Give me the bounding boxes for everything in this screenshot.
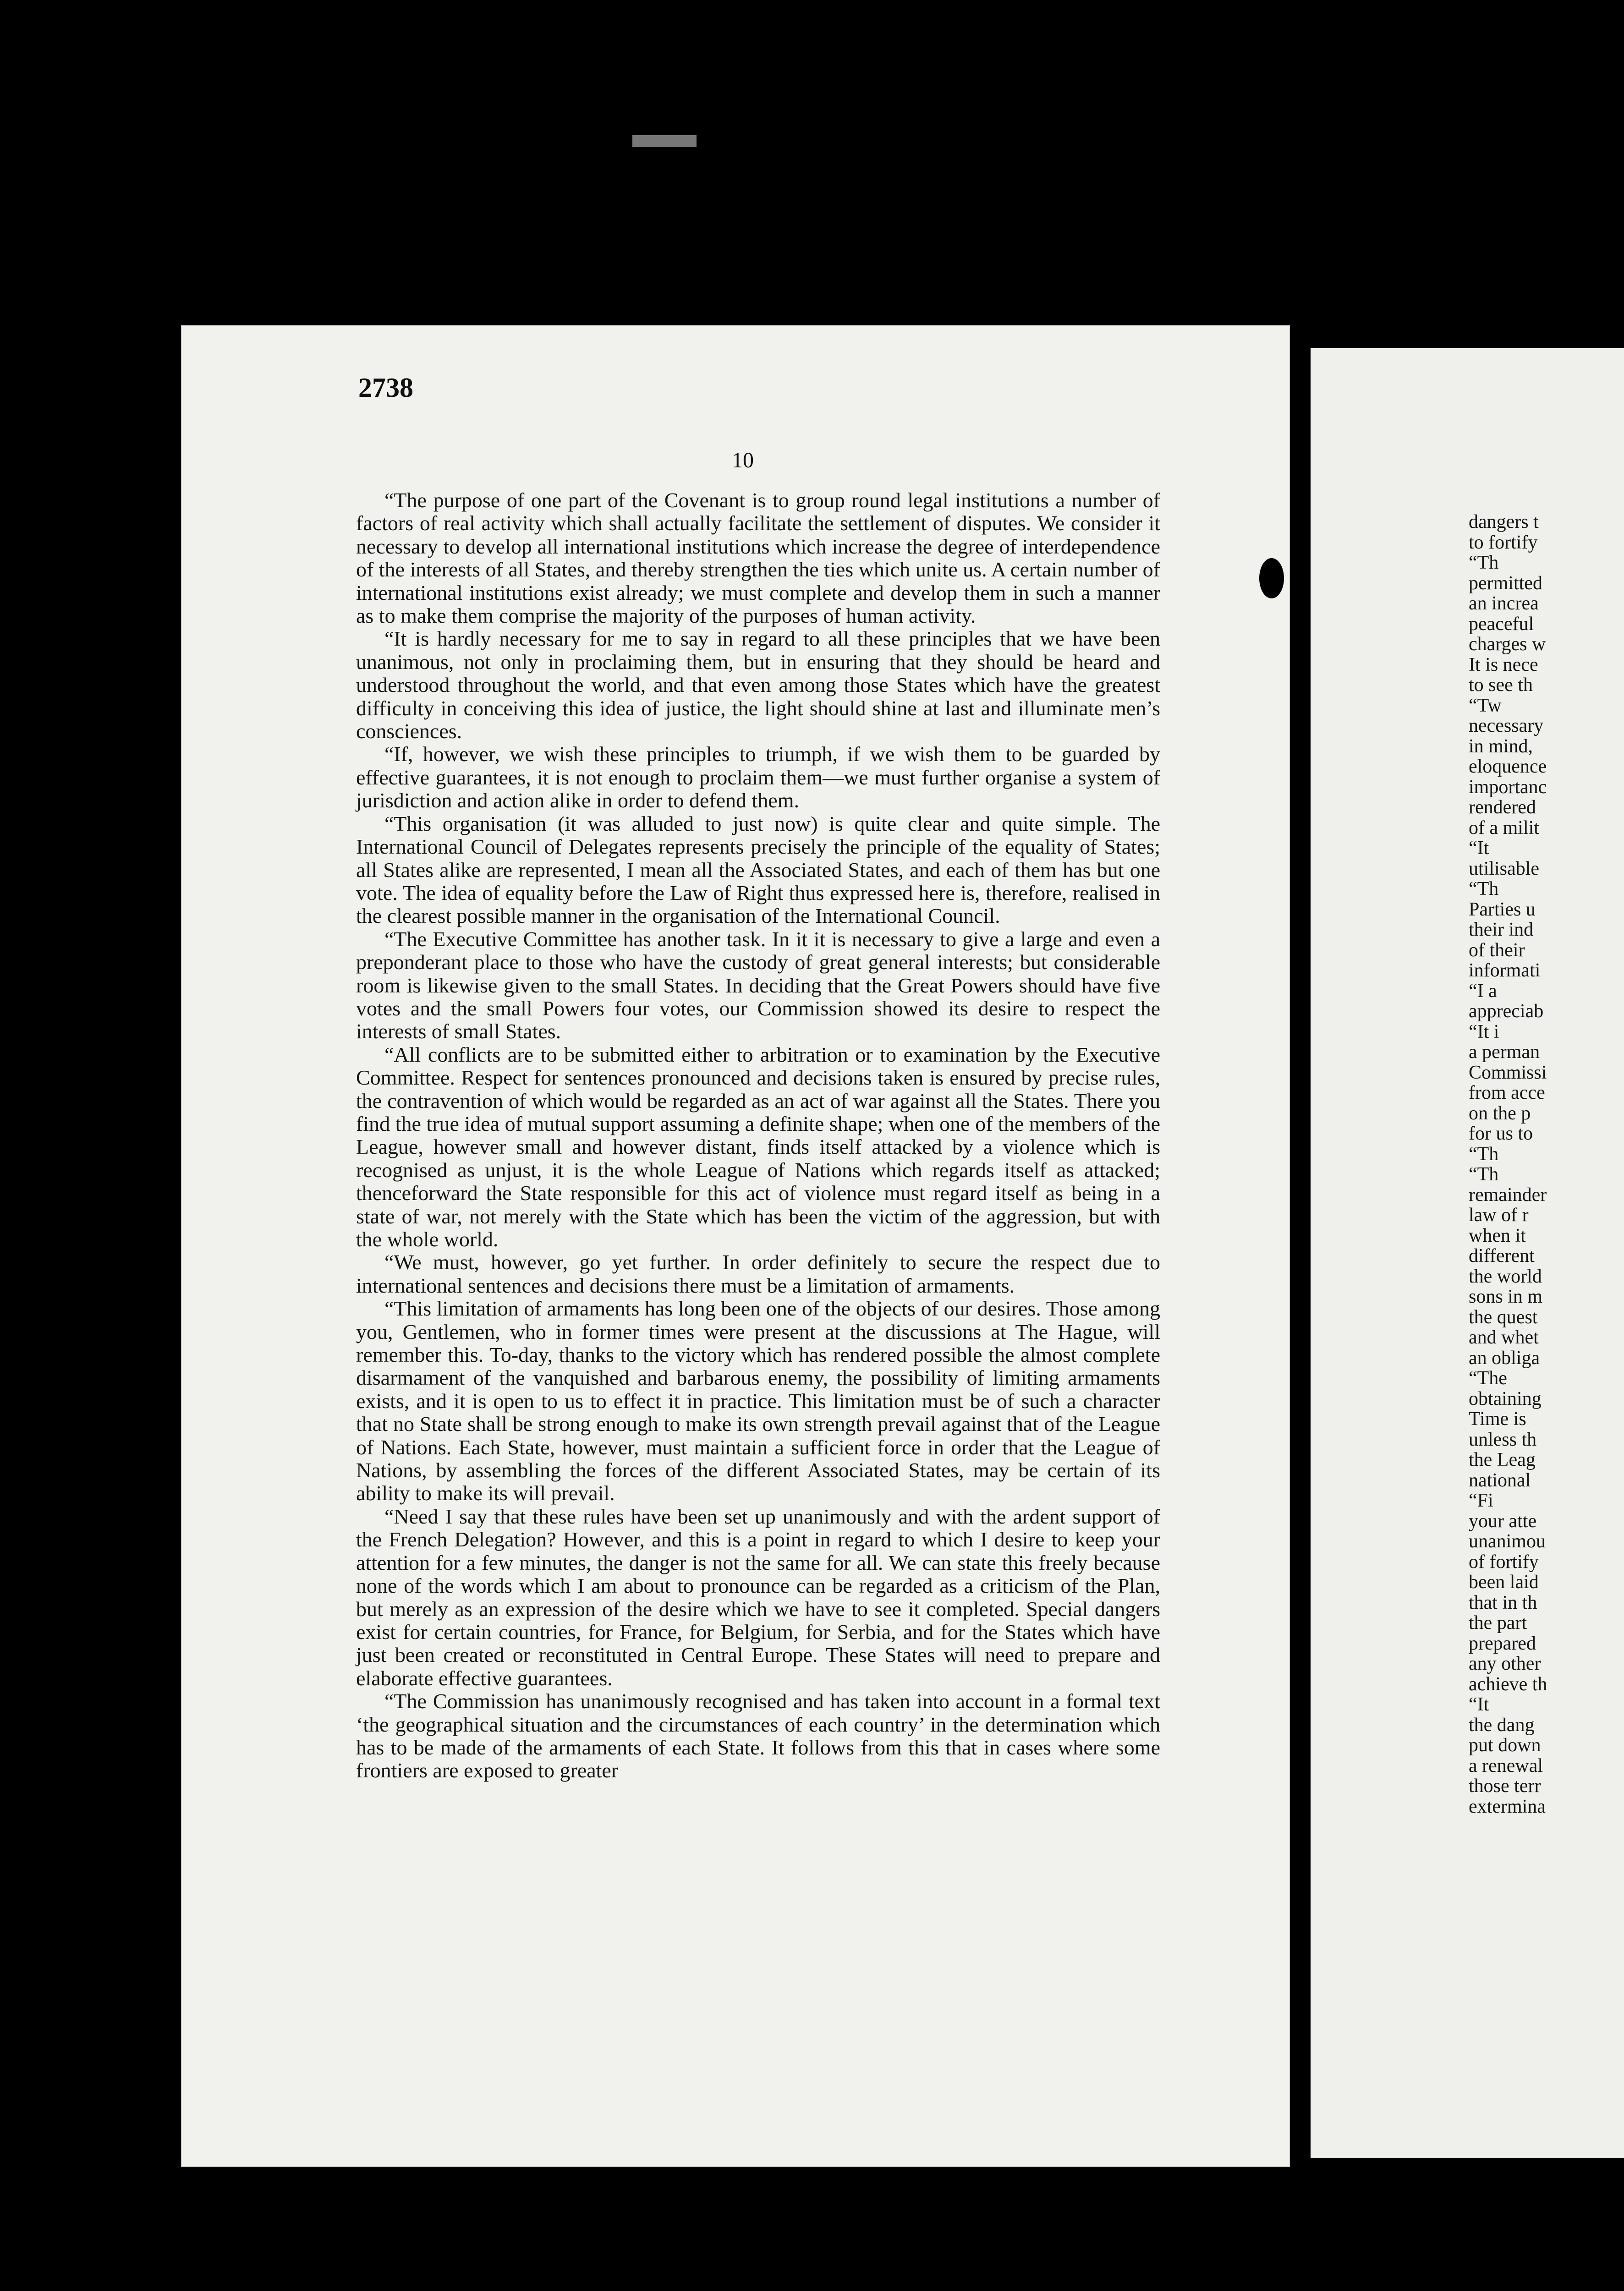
paragraph: “All conflicts are to be submitted either to arbitration or to examination by the Executive Committee. Respect for sentences pronounced and decisions taken is ensured by precise rules, the contravention of which would be regarded as an act of war against all the States. There you find the true idea of mutual support assuming a definite shape; when one of the members of the League, however small and however distant, finds itself attacked by a violence which is recognised as unjust, it is the whole League of Nations which regards itself as attacked; thenceforward the State responsible for this act of violence must regard itself as being in a state of war, not merely with the State which has been the victim of the aggression, but with the whole world.: [356, 1042, 1160, 1251]
facing-page-line: extermina: [1469, 1796, 1546, 1817]
facing-page-line: peaceful: [1469, 613, 1534, 635]
facing-page-line: their ind: [1469, 919, 1534, 940]
facing-page-line: dangers t: [1469, 511, 1539, 532]
facing-page-line: of a milit: [1469, 817, 1539, 839]
facing-page-line: Parties u: [1469, 899, 1536, 920]
facing-page-line: a perman: [1469, 1041, 1540, 1063]
facing-page-line: informati: [1469, 960, 1541, 981]
folio-number: 2738: [358, 373, 413, 403]
facing-page-line: for us to: [1469, 1123, 1533, 1144]
facing-page-line: It is nece: [1469, 654, 1538, 675]
facing-page-line: achieve th: [1469, 1673, 1547, 1695]
facing-page-line: eloquence: [1469, 756, 1547, 777]
facing-page-line: the world: [1469, 1266, 1542, 1287]
paragraph: “This organisation (it was alluded to just now) is quite clear and quite simple. The International Council of Delegates represents precisely the principle of the equality of States; all States alike are represented, I mean all the Associated States, and each of them has but one vote. The idea of equality before the Law of Right thus expressed here is, therefore, realised in the clearest possible manner in the organisation of the International Council.: [356, 811, 1160, 928]
facing-page-line: law of r: [1469, 1205, 1529, 1226]
facing-page-line: prepared: [1469, 1633, 1536, 1654]
facing-page-line: to see th: [1469, 674, 1533, 696]
facing-page-line: remainder: [1469, 1184, 1547, 1206]
facing-page-line: “I a: [1469, 980, 1497, 1002]
facing-page-line: the dang: [1469, 1714, 1535, 1736]
facing-page-line: rendered: [1469, 797, 1536, 818]
facing-page: [1311, 348, 1624, 2158]
facing-page-line: an obliga: [1469, 1347, 1540, 1369]
paragraph: “Need I say that these rules have been set up unanimously and with the ardent support of the French Delegation? However, and this is a point in regard to which I desire to keep your attention for a few minutes, the danger is not the same for all. We can state this freely because none of the words which I am about to pronounce can be regarded as a criticism of the Plan, but merely as an expression of the desire which we have to see it completed. Special dangers exist for certain countries, for France, for Belgium, for Serbia, and for the States which have just been created or reconstituted in Central Europe. These States will need to prepare and elaborate effective guarantees.: [356, 1504, 1160, 1690]
facing-page-line: “Th: [1469, 1143, 1499, 1165]
facing-page-line: on the p: [1469, 1102, 1531, 1124]
paragraph: “If, however, we wish these principles to triumph, if we wish them to be guarded by effective guarantees, it is not enough to proclaim them—we must further organise a system of jurisdiction and action alike in order to defend them.: [356, 742, 1160, 812]
facing-page-line: necessary: [1469, 715, 1544, 736]
facing-page-line: “Th: [1469, 878, 1499, 899]
facing-page-line: a renewal: [1469, 1755, 1543, 1776]
binding-hole-mark: [1259, 558, 1284, 598]
body-text: [356, 489, 1160, 1782]
facing-page-line: in mind,: [1469, 735, 1533, 757]
facing-page-line: obtaining: [1469, 1388, 1542, 1409]
paragraph: “This limitation of armaments has long been one of the objects of our desires. Those among you, Gentlemen, who in former times were present at the discussions at The Hague, will remember this. To-day, thanks to the victory which has rendered possible the almost complete disarmament of the vanquished and barbarous enemy, the possibility of limiting armaments exists, and it is open to us to effect it in practice. This limitation must be of such a character that no State shall be strong enough to make its own strength prevail against that of the League of Nations. Each State, however, must maintain a sufficient force in order that the League of Nations, by assembling the forces of the different Associated States, may be certain of its ability to make its will prevail.: [356, 1297, 1160, 1505]
paragraph: “The Executive Committee has another task. In it it is necessary to give a large and even a preponderant place to those who have the custody of great general interests; but considerable room is likewise given to the small States. In deciding that the Great Powers should have five votes and the small Powers four votes, our Commission showed its desire to respect the interests of small States.: [356, 927, 1160, 1043]
paragraph: “The purpose of one part of the Covenant is to group round legal institutions a number of factors of real activity which shall actually facilitate the settlement of disputes. We consider it necessary to develop all international institutions which increase the degree of interdependence of the interests of all States, and thereby strengthen the ties which unite us. A certain number of international institutions exist already; we must complete and develop them in such a manner as to make them comprise the majority of the purposes of human activity.: [356, 488, 1160, 628]
facing-page-line: utilisable: [1469, 858, 1539, 879]
facing-page-line: from acce: [1469, 1082, 1545, 1103]
facing-page-line: put down: [1469, 1735, 1541, 1756]
facing-page-line: “It: [1469, 838, 1489, 859]
facing-page-line: “Tw: [1469, 695, 1502, 716]
facing-page-line: appreciab: [1469, 1001, 1544, 1022]
facing-page-line: the Leag: [1469, 1449, 1536, 1470]
paragraph: “We must, however, go yet further. In order definitely to secure the respect due to international sentences and decisions there must be a limitation of armaments.: [356, 1250, 1160, 1297]
facing-page-line: “It: [1469, 1694, 1489, 1715]
facing-page-line: the quest: [1469, 1306, 1538, 1328]
page-number: 10: [732, 448, 754, 472]
facing-page-line: importanc: [1469, 776, 1547, 798]
facing-page-line: the part: [1469, 1612, 1527, 1633]
paragraph: “The Commission has unanimously recognised and has taken into account in a formal text ‘the geographical situation and the circumstances of each country’ in the determination which has to be made of the armaments of each State. It follows from this that in cases where some frontiers are exposed to greater: [356, 1689, 1160, 1782]
facing-page-line: of fortify: [1469, 1551, 1539, 1573]
facing-page-line: “Th: [1469, 552, 1499, 573]
facing-page-line: different: [1469, 1245, 1535, 1266]
facing-page-line: Time is: [1469, 1409, 1526, 1430]
facing-page-line: of their: [1469, 939, 1525, 961]
facing-page-line: “It i: [1469, 1021, 1499, 1042]
facing-page-line: Commissi: [1469, 1062, 1547, 1083]
film-frame-marker: [632, 135, 697, 147]
facing-page-line: “The: [1469, 1368, 1507, 1389]
facing-page-line: permitted: [1469, 572, 1542, 594]
facing-page-line: and whet: [1469, 1327, 1539, 1348]
paragraph: “It is hardly necessary for me to say in regard to all these principles that we have been unanimous, not only in proclaiming them, but in ensuring that they should be heard and understood throughout the world, and that even among those States which have the greatest difficulty in conceiving this idea of justice, the light should shine at last and illuminate men’s consciences.: [356, 627, 1160, 743]
facing-page-line: any other: [1469, 1653, 1541, 1674]
facing-page-line: unanimou: [1469, 1531, 1546, 1552]
facing-page-line: “Th: [1469, 1164, 1499, 1185]
facing-page-line: charges w: [1469, 634, 1546, 655]
facing-page-line: national: [1469, 1469, 1531, 1491]
facing-page-line: your atte: [1469, 1510, 1537, 1532]
facing-page-line: sons in m: [1469, 1286, 1543, 1307]
facing-page-line: “Fi: [1469, 1490, 1493, 1511]
facing-page-line: those terr: [1469, 1776, 1541, 1797]
facing-page-line: been laid: [1469, 1572, 1539, 1593]
facing-page-line: that in th: [1469, 1592, 1537, 1613]
document-page: [181, 325, 1290, 2167]
facing-page-line: an increa: [1469, 593, 1539, 614]
facing-page-line: to fortify: [1469, 532, 1538, 553]
facing-page-line: unless th: [1469, 1429, 1537, 1450]
facing-page-line: when it: [1469, 1225, 1526, 1246]
